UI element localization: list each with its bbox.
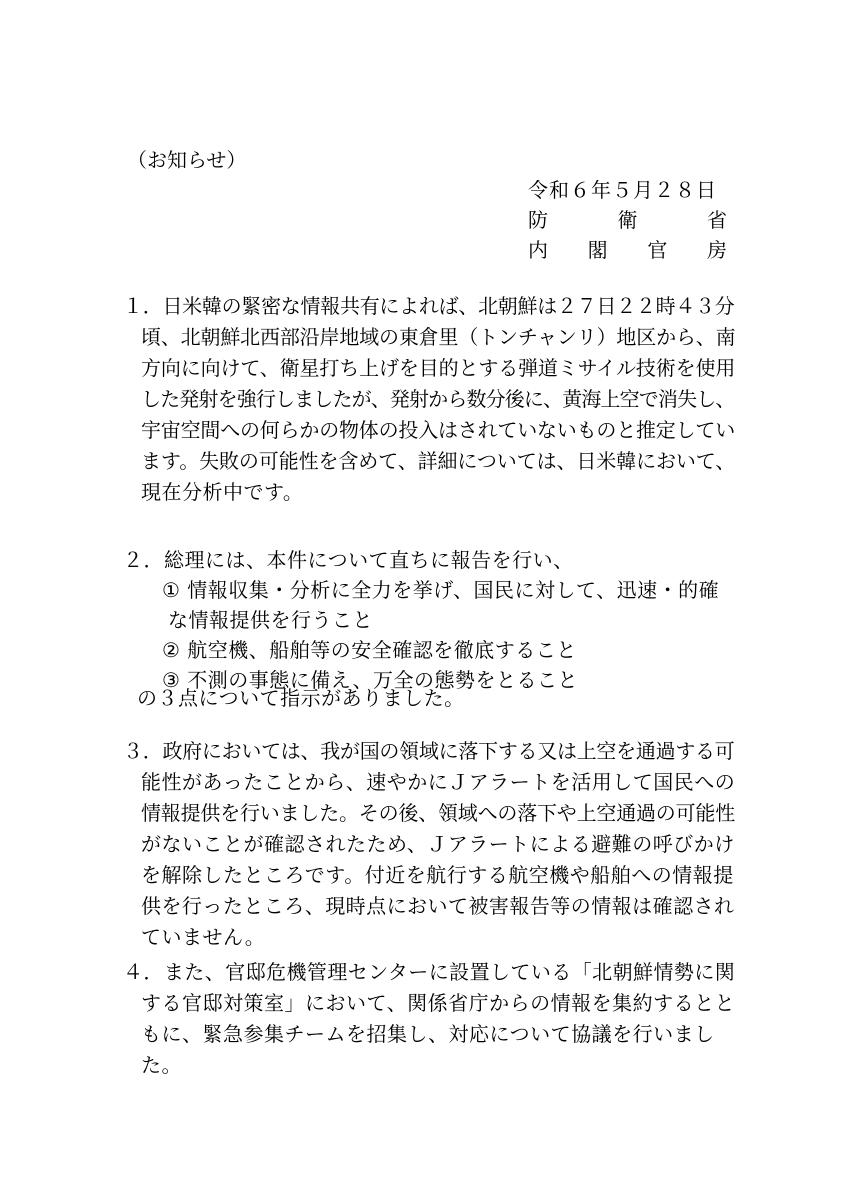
section-2-line: な情報提供を行うこと: [168, 608, 373, 632]
section-2-line: ② 航空機、船舶等の安全確認を徹底すること: [162, 638, 577, 662]
section-2-line: ① 情報収集・分析に全力を挙げ、国民に対して、迅速・的確: [162, 578, 720, 602]
issuer-char: 官: [647, 238, 668, 262]
section-2-line: の３点について指示がありました。: [137, 686, 465, 710]
issuer-char: 房: [706, 238, 727, 262]
issuer-cabinet-secretariat: [528, 240, 727, 260]
issuer-ministry-of-defense: [528, 210, 727, 230]
section-4-line: た。: [141, 1053, 182, 1077]
section-1-line: 現在分析中です。: [141, 480, 304, 504]
section-1-line: した発射を強行しましたが、発射から数分後に、黄海上空で消失し、: [141, 387, 735, 411]
section-3-line: ていません。: [141, 925, 266, 949]
section-3-line: がないことが確認されたため、Ｊアラートによる避難の呼びかけ: [141, 832, 735, 856]
section-1-line: 宇宙空間への何らかの物体の投入はされていないものと推定してい: [141, 418, 735, 442]
section-3-line: 能性があったことから、速やかにＪアラートを活用して国民への: [141, 770, 736, 794]
section-2-line: ２．総理には、本件について直ちに報告を行い、: [123, 548, 574, 572]
section-3-line: 供を行ったところ、現時点において被害報告等の情報は確認され: [141, 894, 735, 918]
issuer-char: 防: [528, 208, 548, 232]
section-1-line: １．日米韓の緊密な情報共有によれば、北朝鮮は２７日２２時４３分: [123, 294, 735, 318]
section-3-line: ３．政府においては、我が国の領域に落下する又は上空を通過する可: [123, 739, 735, 763]
notice-label: （お知らせ）: [127, 148, 247, 172]
issuer-char: 内: [528, 238, 548, 262]
section-1-line: 方向に向けて、衛星打ち上げを目的とする弾道ミサイル技術を使用: [141, 356, 736, 380]
document-date: 令和６年５月２８日: [528, 178, 717, 202]
issuer-char: 衛: [617, 208, 638, 232]
section-4-line: ４．また、官邸危機管理センターに設置している「北朝鮮情勢に関: [123, 960, 736, 984]
section-1-line: ます。失敗の可能性を含めて、詳細については、日米韓において、: [141, 449, 736, 473]
issuer-char: 省: [707, 208, 727, 232]
section-4-line: もに、緊急参集チームを招集し、対応について協議を行いまし: [141, 1022, 715, 1046]
section-1-line: 頃、北朝鮮北西部沿岸地域の東倉里（トンチャンリ）地区から、南: [141, 325, 736, 349]
issuer-char: 閣: [587, 238, 608, 262]
section-2-line: ③ 不測の事態に備え、万全の態勢をとること: [162, 668, 578, 692]
section-4-line: する官邸対策室」において、関係省庁からの情報を集約するとと: [141, 991, 736, 1015]
section-3-line: 情報提供を行いました。その後、領域への落下や上空通過の可能性: [141, 801, 735, 825]
section-3-line: を解除したところです。付近を航行する航空機や船舶への情報提: [141, 863, 734, 887]
